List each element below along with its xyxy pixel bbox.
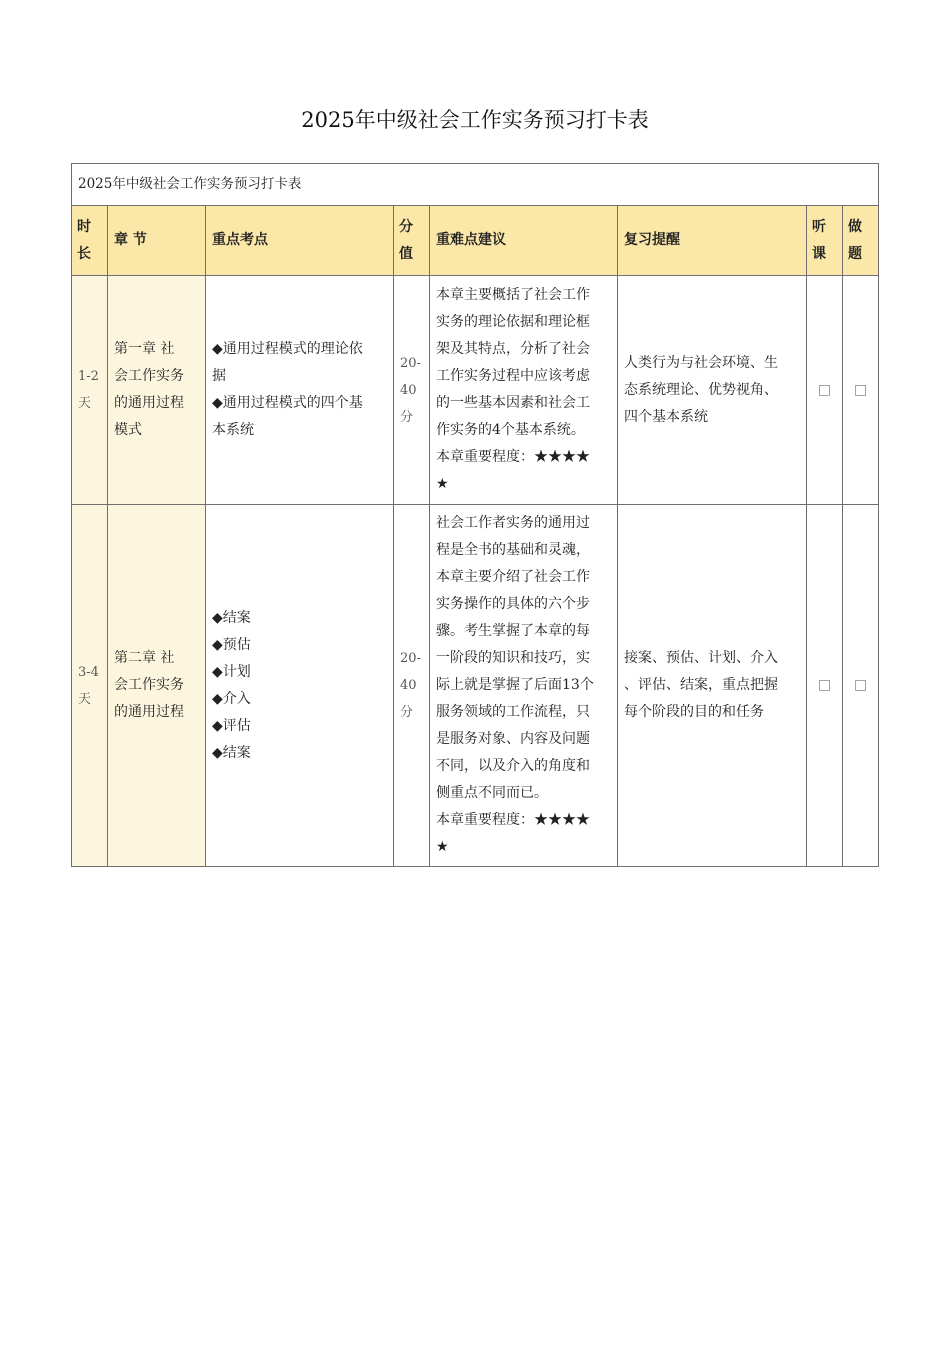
advice-line: 作实务的4个基本系统。 <box>436 422 585 438</box>
score-cell <box>394 276 430 505</box>
score-line: 20- <box>400 355 421 371</box>
duration-cell <box>72 505 108 867</box>
key-point-line: 本系统 <box>212 422 254 438</box>
header-row <box>72 206 879 276</box>
chapter-line: 模式 <box>114 422 142 438</box>
chapter-cell <box>108 505 206 867</box>
score-cell <box>394 505 430 867</box>
chapter-line: 第二章 社 <box>114 650 175 666</box>
chapter-cell <box>108 276 206 505</box>
header-reminder: 复习提醒 <box>618 206 807 276</box>
chapter-line: 的通用过程 <box>114 395 184 411</box>
advice-line: 程是全书的基础和灵魂， <box>436 542 590 558</box>
duration-line: 天 <box>78 396 92 411</box>
header-advice: 重难点建议 <box>430 206 618 276</box>
advice-line: 是服务对象、内容及问题 <box>436 731 590 747</box>
reminder-line: 接案、预估、计划、介入 <box>624 650 778 666</box>
reminder-line: 、评估、结案，重点把握 <box>624 677 778 693</box>
reminder-line: 态系统理论、优势视角、 <box>624 381 778 398</box>
advice-line: 际上就是掌握了后面13个 <box>436 677 594 693</box>
header-practice-line: 题 <box>848 245 862 262</box>
practice-checkbox[interactable]: □ <box>843 505 879 867</box>
key-point-line: ◆通用过程模式的四个基 <box>212 395 363 411</box>
header-duration-line: 长 <box>77 245 91 262</box>
advice-importance-line: ★ <box>436 839 449 855</box>
lecture-checkbox[interactable]: □ <box>807 505 843 867</box>
reminder-line: 每个阶段的目的和任务 <box>624 704 764 720</box>
advice-line: 骤。考生掌握了本章的每 <box>436 623 590 639</box>
advice-line: 社会工作者实务的通用过 <box>436 515 590 531</box>
advice-line: 工作实务过程中应该考虑 <box>436 368 590 384</box>
advice-cell <box>430 505 618 867</box>
advice-line: 不同，以及介入的角度和 <box>436 758 590 774</box>
header-practice-line: 做 <box>848 218 862 235</box>
reminder-cell <box>618 276 807 505</box>
advice-importance-line: 本章重要程度：★★★★ <box>436 812 590 828</box>
key-point-line: 据 <box>212 368 226 384</box>
header-lecture-line: 课 <box>812 245 826 262</box>
duration-line: 3-4 <box>78 664 99 680</box>
table-caption: 2025年中级社会工作实务预习打卡表 <box>72 164 879 206</box>
header-lecture-line: 听 <box>812 218 826 235</box>
advice-line: 侧重点不同而已。 <box>436 785 548 801</box>
advice-line: 一阶段的知识和技巧，实 <box>436 650 590 666</box>
table-row <box>72 505 879 867</box>
page-title: 2025年中级社会工作实务预习打卡表 <box>301 108 649 132</box>
score-line: 分 <box>400 705 414 720</box>
advice-cell <box>430 276 618 505</box>
advice-line: 实务的理论依据和理论框 <box>436 314 590 330</box>
score-line: 40 <box>400 678 417 693</box>
key-point-line: ◆通用过程模式的理论依 <box>212 341 363 357</box>
score-line: 40 <box>400 382 417 398</box>
advice-importance-line: ★ <box>436 476 449 492</box>
key-point-line: ◆结案 <box>212 744 251 761</box>
key-point-line: ◆结案 <box>212 609 251 626</box>
header-score-line: 值 <box>399 245 413 262</box>
header-practice <box>843 206 879 276</box>
key-point-line: ◆介入 <box>212 690 251 707</box>
header-score-line: 分 <box>399 218 413 235</box>
chapter-line: 的通用过程 <box>114 704 184 720</box>
chapter-line: 第一章 社 <box>114 341 175 357</box>
reminder-line: 四个基本系统 <box>624 408 708 425</box>
header-key-points: 重点考点 <box>206 206 394 276</box>
chapter-line: 会工作实务 <box>114 677 184 693</box>
key-point-line: ◆评估 <box>212 717 251 734</box>
advice-line: 本章主要概括了社会工作 <box>436 287 590 303</box>
key-point-line: ◆预估 <box>212 636 251 653</box>
table-row <box>72 276 879 505</box>
advice-line: 服务领域的工作流程，只 <box>436 704 590 720</box>
duration-line: 天 <box>78 691 92 707</box>
checkin-table <box>71 163 879 867</box>
advice-line: 的一些基本因素和社会工 <box>436 395 590 411</box>
lecture-checkbox[interactable]: □ <box>807 276 843 505</box>
score-line: 分 <box>400 409 414 425</box>
advice-importance-line: 本章重要程度：★★★★ <box>436 449 590 465</box>
duration-cell <box>72 276 108 505</box>
advice-line: 本章主要介绍了社会工作 <box>436 569 590 585</box>
reminder-line: 人类行为与社会环境、生 <box>624 354 778 371</box>
key-point-line: ◆计划 <box>212 663 251 680</box>
advice-line: 架及其特点，分析了社会 <box>436 341 590 357</box>
header-chapter: 章 节 <box>108 206 206 276</box>
header-lecture <box>807 206 843 276</box>
duration-line: 1-2 <box>78 369 99 384</box>
practice-checkbox[interactable]: □ <box>843 276 879 505</box>
reminder-cell <box>618 505 807 867</box>
key-points-cell <box>206 276 394 505</box>
header-score <box>394 206 430 276</box>
header-duration-line: 时 <box>77 218 91 235</box>
score-line: 20- <box>400 651 421 666</box>
caption-row <box>72 164 879 206</box>
header-duration <box>72 206 108 276</box>
chapter-line: 会工作实务 <box>114 368 184 384</box>
advice-line: 实务操作的具体的六个步 <box>436 596 590 612</box>
key-points-cell <box>206 505 394 867</box>
